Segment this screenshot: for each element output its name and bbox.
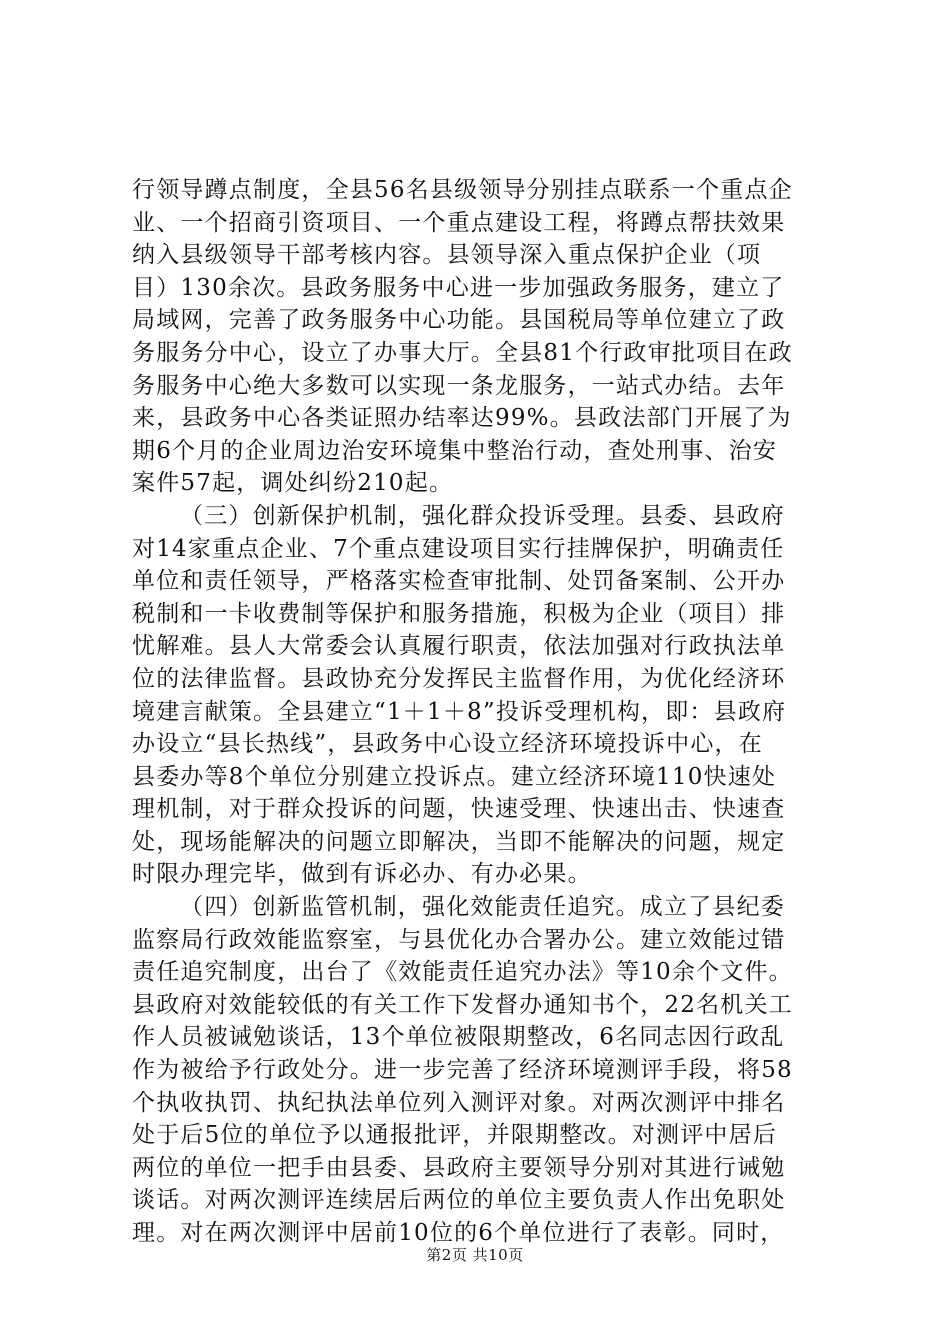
text-line: 行领导蹲点制度，全县56名县级领导分别挂点联系一个重点企 — [132, 177, 793, 203]
text-line: 办设立“县长热线”，县政务中心设立经济环境投诉中心，在 — [132, 731, 763, 758]
paragraph-start-line: （三）创新保护机制，强化群众投诉受理。县委、县政府 — [180, 502, 785, 529]
text-line: 作为被给予行政处分。进一步完善了经济环境测评手段，将58 — [132, 1057, 793, 1084]
page-number-footer: 第2页 共10页 — [426, 1246, 524, 1264]
text-line: 理。对在两次测评中居前10位的6个单位进行了表彰。同时， — [132, 1220, 785, 1246]
text-line: 务服务分中心，设立了办事大厅。全县81个行政审批项目在政 — [132, 339, 793, 366]
text-line: 纳入县级领导干部考核内容。县领导深入重点保护企业（项 — [132, 242, 762, 269]
text-line: 县政府对效能较低的有关工作下发督办通知书个，22名机关工 — [132, 991, 793, 1018]
text-line: 处于后5位的单位予以通报批评，并限期整改。对测评中居后 — [132, 1122, 778, 1149]
text-line: 目）130余次。县政务服务中心进一步加强政务服务，建立了 — [132, 274, 785, 301]
text-line: 境建言献策。全县建立“1＋1＋8”投诉受理机构，即：县政府 — [132, 698, 787, 725]
text-line: 忧解难。县人大常委会认真履行职责，依法加强对行政执法单 — [132, 633, 786, 660]
text-line: 时限办理完毕，做到有诉必办、有办必果。 — [132, 861, 592, 888]
text-line: 局域网，完善了政务服务中心功能。县国税局等单位建立了政 — [132, 307, 786, 334]
text-line: 县委办等8个单位分别建立投诉点。建立经济环境110快速处 — [132, 763, 777, 790]
document-body — [132, 174, 837, 1250]
text-line: 监察局行政效能监察室，与县优化办合署办公。建立效能过错 — [132, 926, 786, 953]
text-line: 责任追究制度，出台了《效能责任追究办法》等10余个文件。 — [132, 959, 793, 986]
text-line: 来，县政务中心各类证照办结率达99%。县政法部门开展了为 — [132, 405, 792, 432]
text-line: 案件57起，调处纠纷210起。 — [132, 470, 454, 497]
text-line: 对14家重点企业、7个重点建设项目实行挂牌保护，明确责任 — [132, 535, 785, 562]
text-line: 理机制，对于群众投诉的问题，快速受理、快速出击、快速查 — [132, 796, 786, 823]
paragraph-start-line: （四）创新监管机制，强化效能责任追究。成立了县纪委 — [180, 894, 785, 921]
text-line: 个执收执罚、执纪执法单位列入测评对象。对两次测评中排名 — [132, 1089, 786, 1116]
text-line: 谈话。对两次测评连续居后两位的单位主要负责人作出免职处 — [132, 1187, 786, 1214]
text-line: 位的法律监督。县政协充分发挥民主监督作用，为优化经济环 — [132, 665, 786, 692]
text-line: 单位和责任领导，严格落实检查审批制、处罚备案制、公开办 — [132, 568, 786, 595]
text-line: 作人员被诫勉谈话，13个单位被限期整改，6名同志因行政乱 — [132, 1024, 785, 1051]
text-line: 处，现场能解决的问题立即解决，当即不能解决的问题，规定 — [132, 828, 786, 855]
text-line: 期6个月的企业周边治安环境集中整治行动，查处刑事、治安 — [132, 437, 778, 464]
text-line: 两位的单位一把手由县委、县政府主要领导分别对其进行诫勉 — [132, 1154, 786, 1181]
text-line: 务服务中心绝大多数可以实现一条龙服务，一站式办结。去年 — [132, 372, 786, 399]
text-line: 税制和一卡收费制等保护和服务措施，积极为企业（项目）排 — [132, 600, 786, 627]
text-line: 业、一个招商引资项目、一个重点建设工程，将蹲点帮扶效果 — [132, 209, 786, 236]
